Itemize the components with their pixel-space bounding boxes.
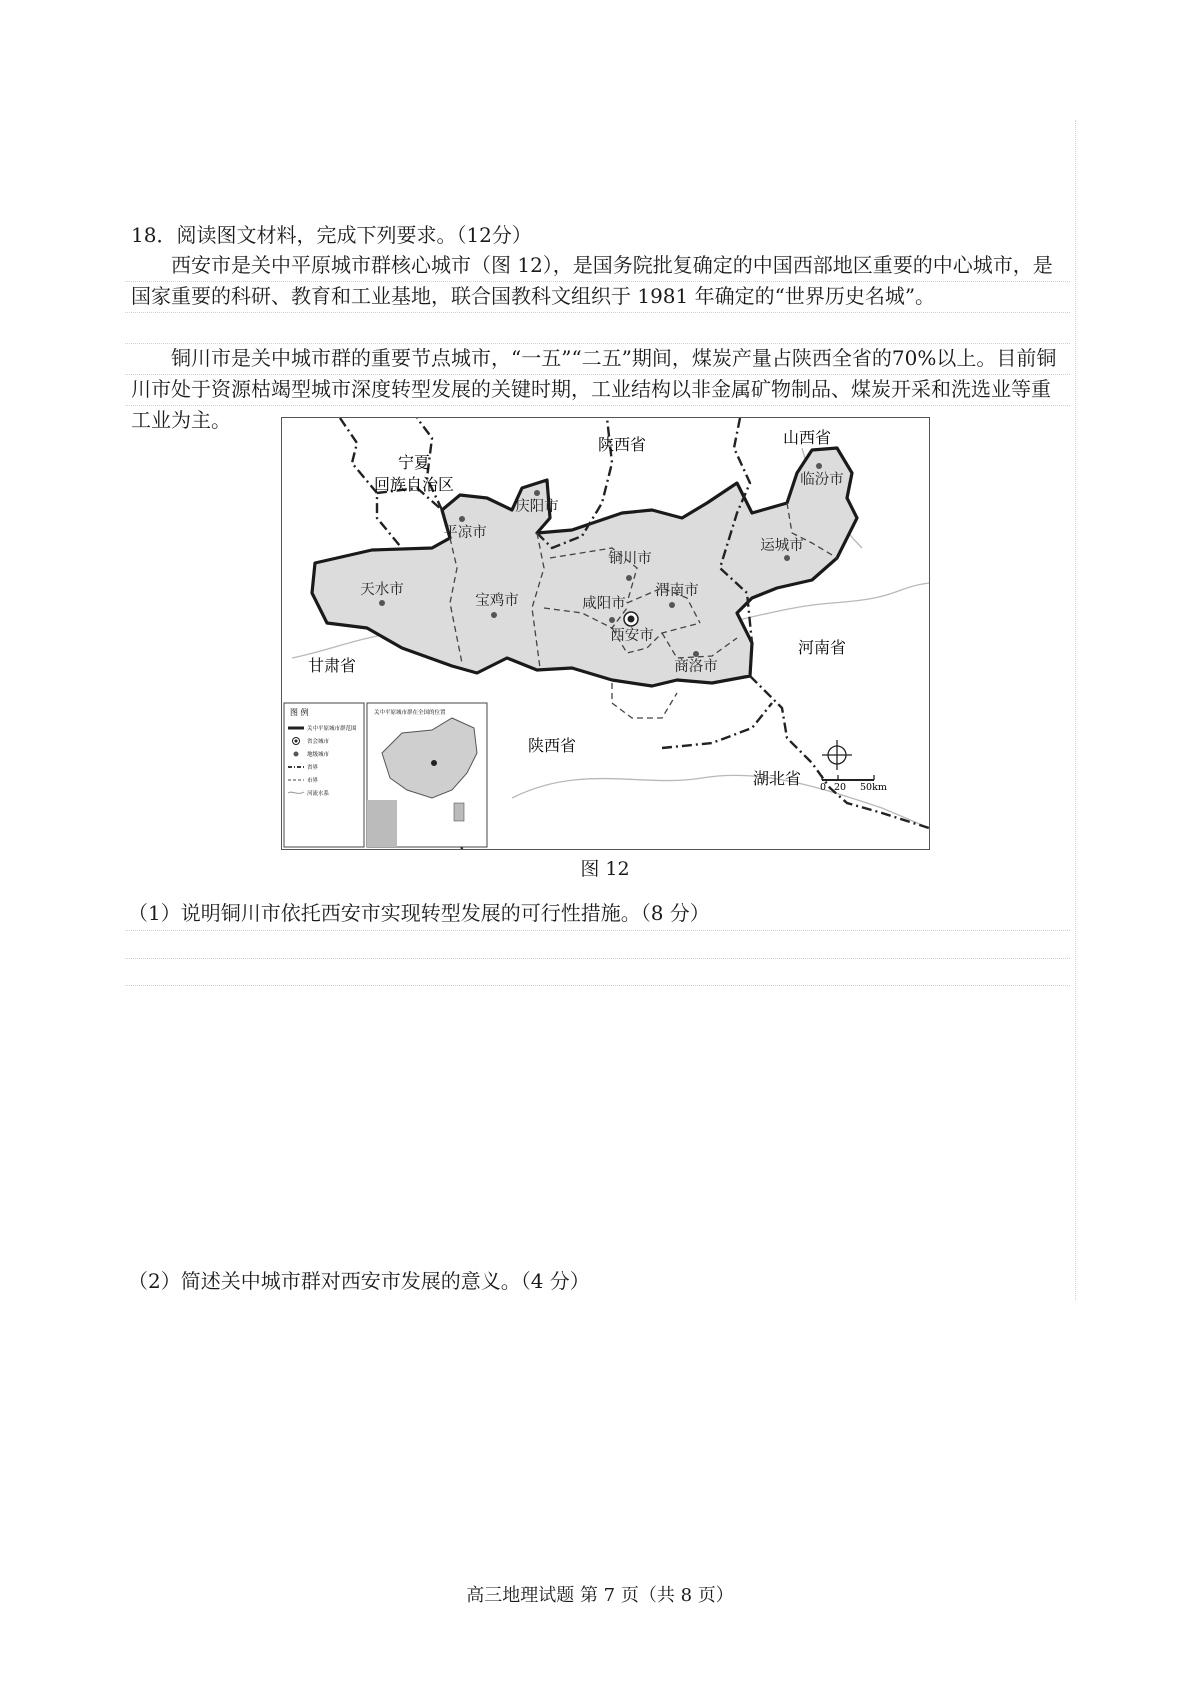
north-arrow-icon (822, 740, 852, 770)
label-yuncheng: 运城市 (760, 538, 804, 554)
city-dot-linfen (816, 463, 822, 469)
city-dot-xianyang (609, 617, 615, 623)
legend-item-5: 河流水系 (307, 791, 330, 797)
map-svg (282, 418, 929, 849)
label-xianyang: 咸阳市 (582, 596, 626, 612)
scale-zero: 0 (820, 782, 827, 793)
dotted-rule (125, 405, 1070, 406)
city-dot-shangluo (693, 651, 699, 657)
dotted-rule (125, 312, 1070, 313)
legend-title: 图 例 (290, 708, 309, 717)
city-dot-tianshui (379, 600, 385, 606)
dotted-rule (125, 958, 1070, 959)
paragraph-1-text: 西安市是关中平原城市群核心城市（图 12），是国务院批复确定的中国西部地区重要的中心城市，是国家重要的科研、教育和工业基地，联合国教科文组织于 1981 年确定的“世界历史名城”。 (131, 253, 1053, 308)
figure-12-map (281, 417, 930, 850)
label-shaanxi-north: 陕西省 (597, 435, 647, 454)
dotted-rule (125, 281, 1070, 282)
label-tongchuan: 铜川市 (608, 551, 652, 567)
label-qingyang: 庆阳市 (515, 499, 559, 515)
label-gansu: 甘肃省 (307, 656, 357, 675)
city-dot-qingyang (534, 490, 540, 496)
label-henan: 河南省 (797, 638, 847, 657)
label-shangluo: 商洛市 (674, 659, 718, 675)
inset-title: 关中平原城市群在全国的位置 (374, 710, 446, 716)
city-dot-pingliang (459, 516, 465, 522)
dotted-rule (125, 930, 1070, 931)
label-weinan: 渭南市 (655, 583, 699, 599)
figure-caption: 图 12 (580, 858, 630, 880)
page-edge-dotted-line (1075, 120, 1076, 1300)
dotted-rule (125, 985, 1070, 986)
paragraph-2-text: 铜川市是关中城市群的重要节点城市，“一五”“二五”期间，煤炭产量占陕西全省的70%以上。目前铜川市处于资源枯竭型城市深度转型发展的关键时期，工业结构以非金属矿物制品、煤炭开采和洗选业等重工业为主。 (131, 346, 1057, 432)
label-shaanxi-south: 陕西省 (527, 736, 577, 755)
city-dot-weinan (669, 602, 675, 608)
label-ningxia-line1: 宁夏 (397, 453, 431, 472)
legend-item-3: 省界 (307, 765, 319, 771)
city-dot-yuncheng (784, 555, 790, 561)
label-ningxia-line2: 回族自治区 (373, 475, 455, 494)
scale-end: 50km (860, 782, 887, 793)
label-pingliang: 平凉市 (443, 525, 487, 541)
legend-item-1: 省会城市 (307, 739, 330, 745)
dotted-rule (125, 374, 1070, 375)
inset-map-china (367, 703, 487, 847)
map-legend (284, 703, 364, 847)
label-xian: 西安市 (610, 628, 654, 644)
legend-item-0: 关中平原城市群范围 (307, 726, 357, 732)
scale-bar (820, 775, 887, 793)
legend-item-2: 地级城市 (307, 752, 330, 758)
scale-mid: 20 (834, 782, 847, 793)
page-footer: 高三地理试题 第 7 页（共 8 页） (466, 1585, 734, 1606)
label-shanxi: 山西省 (782, 428, 832, 447)
question-header: 18．阅读图文材料，完成下列要求。（12分） (131, 223, 532, 247)
label-tianshui: 天水市 (360, 582, 404, 598)
label-baoji: 宝鸡市 (475, 593, 519, 609)
capital-marker-xian (624, 612, 638, 626)
subquestion-1: （1）说明铜川市依托西安市实现转型发展的可行性措施。（8 分） (128, 901, 710, 925)
label-linfen: 临汾市 (800, 472, 844, 488)
legend-item-4: 市界 (307, 778, 319, 784)
label-hubei: 湖北省 (752, 769, 802, 788)
city-dot-tongchuan (626, 575, 632, 581)
city-dot-baoji (491, 612, 497, 618)
subquestion-2: （2）简述关中城市群对西安市发展的意义。（4 分） (128, 1269, 590, 1293)
